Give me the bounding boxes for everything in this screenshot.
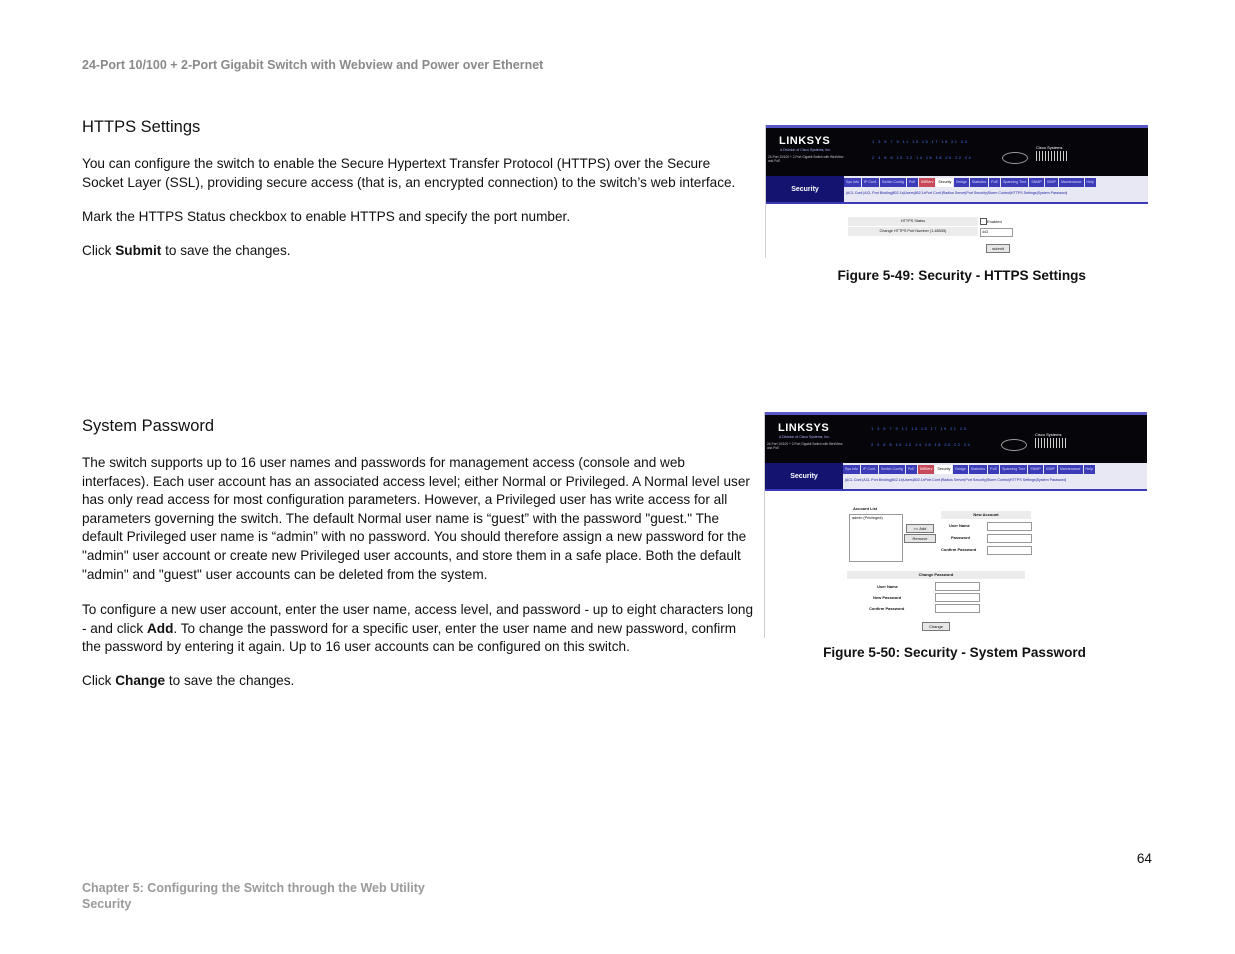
password-paragraph-1: The switch supports up to 16 user names and passwords for management access (console and web interfaces). Each user account has an associated access level; either Normal or Privileged. A Normal level user has only read access for most configuration parameters. However, a Privileged user has write access for all parameters governing the switch. The default Normal user name is “guest” with the password "guest." The default Privileged user name is “admin” with no password. You should therefore assign a new password for the "admin" user account or create new Privileged user accounts, and store them in a safe place. Both the default "admin" and "guest" user accounts can be deleted from the system. xyxy=(82,455,750,582)
tab-maintenance[interactable]: Maintenance xyxy=(1059,178,1084,187)
submit-term: Submit xyxy=(115,243,162,258)
password-label: Password xyxy=(951,535,970,540)
tab-poe[interactable]: PoE xyxy=(907,178,918,187)
https-paragraph-3 xyxy=(82,242,754,261)
section-label: Security xyxy=(765,463,843,489)
submit-button[interactable]: submit xyxy=(986,244,1010,253)
reset-oval-icon xyxy=(1001,439,1027,451)
tab-help[interactable]: Help xyxy=(1084,465,1095,474)
tab-sys-info[interactable]: Sys Info xyxy=(844,178,861,187)
text-run: Click xyxy=(82,673,116,688)
page-number: 64 xyxy=(1136,851,1152,866)
tab-snmp[interactable]: SNMP xyxy=(1028,465,1042,474)
text-run: . To change the password for a specific user, enter the user name and new password, confirm the password by entering it again. Up to 16 user accounts can be configured on this switch. xyxy=(82,620,737,655)
https-port-input[interactable]: 443 xyxy=(980,228,1013,237)
tab-poe[interactable]: PoE xyxy=(906,465,917,474)
tab-statistics[interactable]: Statistics xyxy=(970,178,988,187)
https-status-label: HTTPS Status xyxy=(848,217,978,226)
model-name: 24-Port 10/100 + 2-Port Gigabit Switch with WebView and PoE xyxy=(768,155,844,163)
tab-maintenance[interactable]: Maintenance xyxy=(1058,465,1083,474)
figure-5-49-caption: Figure 5-49: Security - HTTPS Settings xyxy=(837,268,1086,283)
tab-diffserv[interactable]: DiffServ xyxy=(918,465,935,474)
security-sublinks[interactable]: |ACL Conf.|ACL Port Binding|802.1x|Users|802.1xPort Conf.|Radius Server|Port Security|Storm Control|HTTPS Settings|System Password| xyxy=(845,478,1067,482)
text-run: to save the changes. xyxy=(161,243,291,258)
linksys-logo: LINKSYS xyxy=(778,422,830,434)
security-sublinks[interactable]: |ACL Conf.|ACL Port Binding|802.1x|Users|802.1xPort Conf.|Radius Server|Port Security|Storm Control|HTTPS Settings|System Password| xyxy=(846,191,1068,195)
tab-snmp[interactable]: SNMP xyxy=(1029,178,1043,187)
tab-spanning-tree[interactable]: Spanning Tree xyxy=(1000,465,1027,474)
new-account-title: New Account xyxy=(941,511,1031,519)
tab-switch-config[interactable]: Switch Config xyxy=(879,465,905,474)
tab-spanning-tree[interactable]: Spanning Tree xyxy=(1001,178,1028,187)
enabled-label: Enabled xyxy=(987,219,1002,224)
footer-chapter: Chapter 5: Configuring the Switch through the Web Utility xyxy=(82,881,425,895)
https-paragraph-2: Mark the HTTPS Status checkbox to enable HTTPS and specify the port number. xyxy=(82,209,571,224)
cisco-bridge-icon xyxy=(1036,151,1068,161)
add-term: Add xyxy=(146,620,174,636)
add-button[interactable]: << Add xyxy=(906,524,934,533)
text-run: to save the changes. xyxy=(165,673,295,688)
cisco-bridge-icon xyxy=(1035,438,1067,448)
text-run: To configure a new user account, enter the user name, access level, and password - up to eight characters long - and click xyxy=(82,602,753,636)
cp-confirm-password-input[interactable] xyxy=(935,604,980,613)
model-name: 24-Port 10/100 + 2-Port Gigabit Switch with WebView and PoE xyxy=(767,442,843,450)
https-enabled-checkbox[interactable] xyxy=(980,218,987,225)
tab-igmp[interactable]: IGMP xyxy=(1044,465,1057,474)
tab-diffserv[interactable]: DiffServ xyxy=(919,178,936,187)
tab-switch-config[interactable]: Switch Config xyxy=(880,178,906,187)
tab-bridge[interactable]: Bridge xyxy=(953,465,967,474)
cp-confirm-password-label: Confirm Password xyxy=(869,606,905,611)
https-paragraph-1: You can configure the switch to enable the Secure Hypertext Transfer Protocol (HTTPS) over the Secure Socket Layer (SSL), providing secure access (that is, an encrypted connection) to the switch’s web interface. xyxy=(82,156,736,190)
tab-poe-2[interactable]: PoE xyxy=(988,465,999,474)
figure-5-50-caption: Figure 5-50: Security - System Password xyxy=(823,645,1086,660)
tab-ip-conf[interactable]: IP Conf. xyxy=(862,178,879,187)
change-password-title: Change Password xyxy=(847,571,1025,579)
tab-sys-info[interactable]: Sys Info xyxy=(843,465,860,474)
system-password-screenshot xyxy=(764,412,1147,638)
confirm-password-label: Confirm Password xyxy=(941,547,977,552)
cp-user-name-label: User Name xyxy=(877,584,898,589)
main-tabs xyxy=(843,465,1147,474)
remove-button[interactable]: Remove xyxy=(904,534,936,543)
https-settings-heading: HTTPS Settings xyxy=(82,118,201,136)
tab-security[interactable]: Security xyxy=(936,178,953,187)
account-list-item[interactable]: admin (Privileged) xyxy=(852,516,883,520)
tab-igmp[interactable]: IGMP xyxy=(1045,178,1058,187)
nav-rule xyxy=(766,202,1148,204)
section-label: Security xyxy=(766,176,844,202)
account-list-box[interactable] xyxy=(849,514,903,562)
nav-rule xyxy=(765,489,1147,491)
account-list-title: Account List xyxy=(853,506,878,511)
running-head: 24-Port 10/100 + 2-Port Gigabit Switch with Webview and Power over Ethernet xyxy=(82,58,544,72)
cp-new-password-label: New Password xyxy=(873,595,902,600)
change-button[interactable]: Change xyxy=(922,622,950,631)
reset-oval-icon xyxy=(1002,152,1028,164)
text-run: Click xyxy=(82,243,116,258)
port-leds-bottom: 2 4 6 8 10 12 14 16 18 20 22 24 xyxy=(871,442,972,447)
linksys-logo: LINKSYS xyxy=(779,135,831,147)
port-leds-top: 1 3 5 7 9 11 13 15 17 19 21 23 xyxy=(871,426,968,431)
tab-ip-conf[interactable]: IP Conf. xyxy=(861,465,878,474)
cisco-label: Cisco Systems xyxy=(1036,145,1063,150)
port-leds-bottom: 2 4 6 8 10 12 14 16 18 20 22 24 xyxy=(872,155,973,160)
change-term: Change xyxy=(115,673,166,688)
port-leds-top: 1 3 5 7 9 11 13 15 17 19 21 23 xyxy=(872,139,969,144)
cisco-label: Cisco Systems xyxy=(1035,432,1062,437)
logo-subtitle: A Division of Cisco Systems, Inc. xyxy=(780,148,831,152)
system-password-heading: System Password xyxy=(82,417,215,435)
tab-security[interactable]: Security xyxy=(935,465,952,474)
https-port-label: Change HTTPS Port Number (1-65535) xyxy=(848,227,978,236)
main-tabs xyxy=(844,178,1148,187)
cp-user-name-input[interactable] xyxy=(935,582,980,591)
tab-help[interactable]: Help xyxy=(1085,178,1096,187)
footer-section: Security xyxy=(82,897,132,911)
new-confirm-password-input[interactable] xyxy=(987,546,1032,555)
new-user-name-input[interactable] xyxy=(987,522,1032,531)
password-paragraph-3 xyxy=(82,672,754,691)
tab-poe-2[interactable]: PoE xyxy=(989,178,1000,187)
cp-new-password-input[interactable] xyxy=(935,593,980,602)
password-paragraph-2 xyxy=(82,601,754,657)
tab-statistics[interactable]: Statistics xyxy=(969,465,987,474)
new-password-input[interactable] xyxy=(987,534,1032,543)
user-name-label: User Name xyxy=(949,523,970,528)
logo-subtitle: A Division of Cisco Systems, Inc. xyxy=(779,435,830,439)
tab-bridge[interactable]: Bridge xyxy=(954,178,968,187)
https-settings-screenshot xyxy=(765,125,1148,258)
